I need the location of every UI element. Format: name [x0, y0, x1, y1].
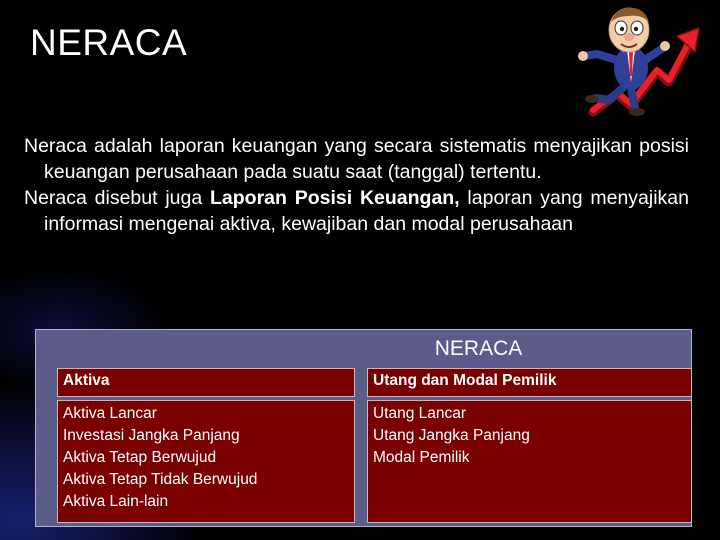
assets-header: Aktiva — [57, 368, 355, 397]
body-text — [24, 133, 689, 237]
definition-paragraph: Neraca adalah laporan keuangan yang secara sistematis menyajikan posisi keuangan perusahaan pada suatu saat (tanggal) tertentu. — [24, 135, 689, 183]
assets-item: Aktiva Tetap Berwujud — [63, 449, 217, 466]
liabilities-equity-item: Modal Pemilik — [373, 449, 470, 466]
neraca-table — [35, 329, 692, 527]
alias-paragraph — [24, 185, 689, 237]
liabilities-equity-item: Utang Jangka Panjang — [373, 427, 530, 444]
liabilities-equity-list — [367, 400, 692, 523]
assets-item: Aktiva Lancar — [63, 405, 157, 422]
slide-title: NERACA — [30, 22, 188, 63]
alias-text-start: Neraca disebut juga — [24, 187, 210, 209]
businessman-with-rising-arrow-icon — [565, 2, 705, 120]
liabilities-equity-item: Utang Lancar — [373, 405, 467, 422]
table-title: NERACA — [434, 337, 523, 360]
assets-item: Investasi Jangka Panjang — [63, 427, 240, 444]
assets-item: Aktiva Tetap Tidak Berwujud — [63, 471, 258, 488]
assets-list — [57, 400, 355, 523]
alias-text-end: laporan yang menyajikan informasi mengenai aktiva, kewajiban dan modal perusahaan — [44, 187, 689, 235]
liabilities-equity-header: Utang dan Modal Pemilik — [367, 368, 692, 397]
assets-item: Aktiva Lain-lain — [63, 493, 169, 510]
alias-term: Laporan Posisi Keuangan, — [210, 187, 460, 209]
